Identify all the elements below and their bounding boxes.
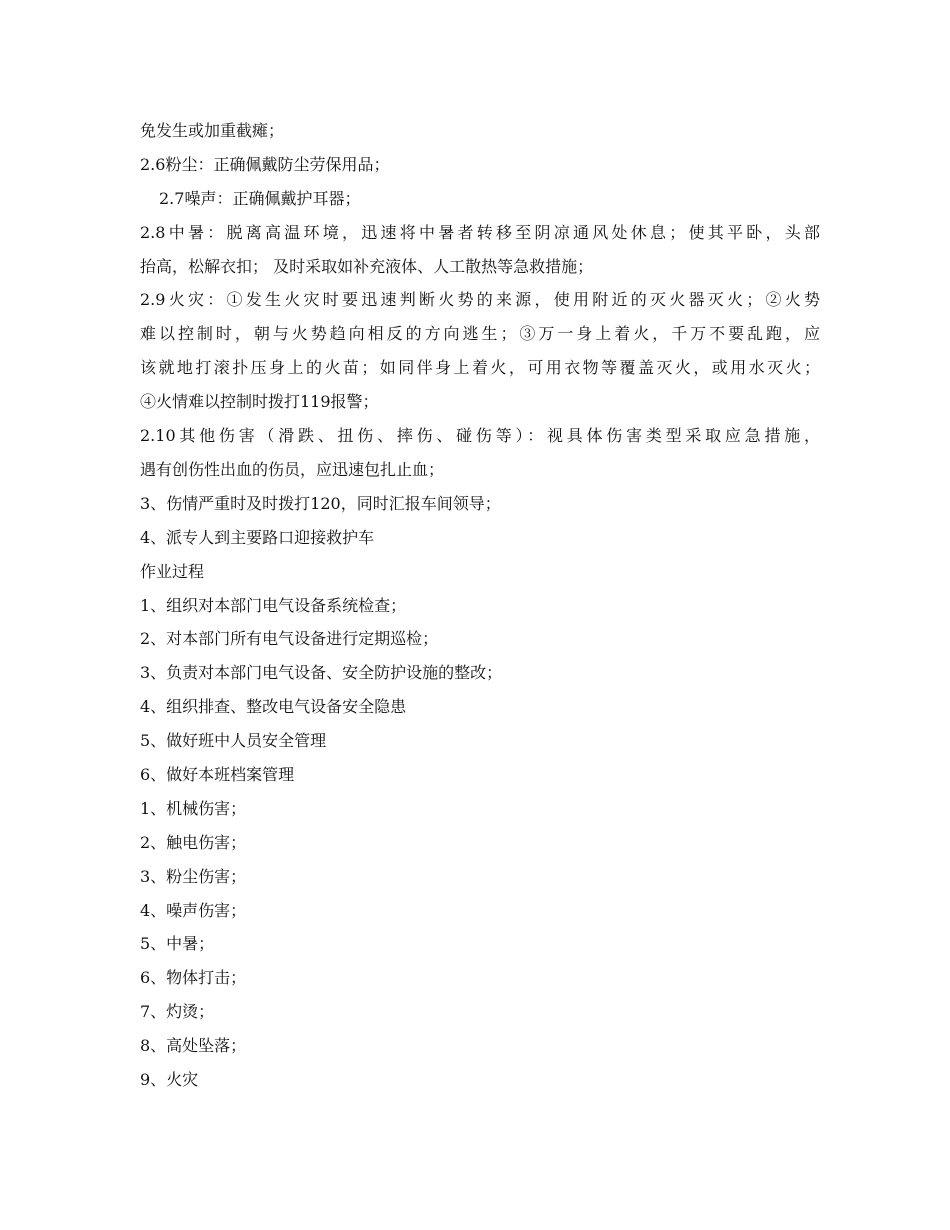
list-item: 1、组织对本部门电气设备系统检查； [140, 595, 407, 615]
text-line: 免发生或加重截瘫； [140, 121, 285, 140]
text-line: 4、派专人到主要路口迎接救护车 [140, 527, 375, 547]
text-line: 难以控制时，朝与火势趋向相反的方向逃生；③万一身上着火，千万不要乱跑，应 [140, 324, 820, 344]
list-item: 5、做好班中人员安全管理 [140, 731, 327, 751]
text-line: ④火情难以控制时拨打119报警； [140, 392, 379, 412]
list-item: 4、组织排查、整改电气设备安全隐患 [140, 697, 407, 717]
text-line: 抬高，松解衣扣； 及时采取如补充液体、人工散热等急救措施； [140, 256, 594, 276]
text-line: 遇有创伤性出血的伤员，应迅速包扎止血； [140, 459, 445, 479]
text-line: 2.7噪声：正确佩戴护耳器； [159, 188, 361, 208]
text-line: 2.9火灾：①发生火灾时要迅速判断火势的来源，使用附近的灭火器灭火；②火势 [140, 290, 820, 310]
list-item: 2、触电伤害； [140, 832, 247, 852]
list-item: 5、中暑； [140, 934, 215, 954]
text-line: 2.8中暑：脱离高温环境，迅速将中暑者转移至阴凉通风处休息；使其平卧，头部 [140, 222, 820, 242]
document-body [140, 114, 820, 1097]
section-heading: 作业过程 [140, 561, 205, 581]
text-line: 3、伤情严重时及时拨打120，同时汇报车间领导； [140, 493, 501, 513]
list-item: 6、做好本班档案管理 [140, 765, 295, 784]
list-item: 9、火灾 [140, 1070, 199, 1090]
list-item: 8、高处坠落； [140, 1036, 247, 1056]
list-item: 7、灼烫； [140, 1002, 215, 1022]
text-line: 该就地打滚扑压身上的火苗；如同伴身上着火，可用衣物等覆盖灭火，或用水灭火； [140, 358, 820, 378]
list-item: 2、对本部门所有电气设备进行定期巡检； [140, 629, 439, 649]
list-item: 3、负责对本部门电气设备、安全防护设施的整改； [140, 663, 503, 683]
list-item: 4、噪声伤害； [140, 900, 247, 920]
text-line: 2.10其他伤害（滑跌、扭伤、摔伤、碰伤等）：视具体伤害类型采取应急措施， [140, 426, 820, 446]
list-item: 3、粉尘伤害； [140, 866, 247, 886]
text-line: 2.6粉尘：正确佩戴防尘劳保用品； [140, 154, 390, 174]
list-item: 1、机械伤害； [140, 798, 247, 818]
list-item: 6、物体打击； [140, 968, 247, 988]
